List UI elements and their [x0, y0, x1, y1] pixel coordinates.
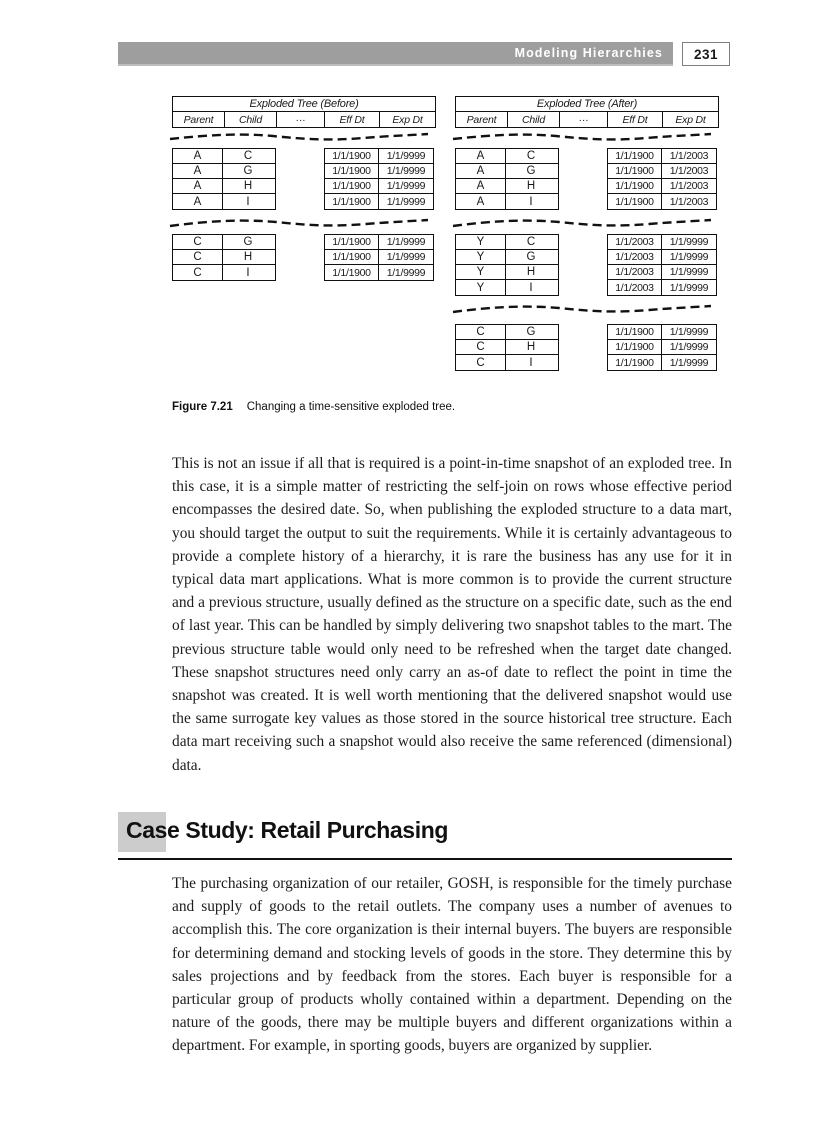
- cell-child: I: [246, 266, 250, 279]
- table-row: [608, 235, 716, 250]
- figure-7-21: [0, 96, 816, 396]
- table-row: [173, 164, 275, 179]
- table-row-group: [172, 148, 434, 210]
- cell-exp-dt: 1/1/9999: [669, 251, 709, 263]
- cell-child: G: [243, 236, 253, 248]
- row-group-dates: [607, 234, 717, 296]
- cell-child: C: [243, 150, 253, 162]
- table-row: [325, 164, 433, 179]
- table-row: [608, 325, 716, 340]
- table-row: [456, 149, 558, 164]
- column-header-parent: Parent: [173, 112, 225, 127]
- table-row: [173, 179, 275, 194]
- cell-exp-dt: 1/1/9999: [669, 236, 709, 248]
- exploded-tree-before-table: [172, 96, 436, 279]
- row-group-keys: [455, 324, 559, 371]
- body-paragraph-2: The purchasing organization of our retailer, GOSH, is responsible for the timely purchase and supply of goods to the retail outlets. The company uses a number of avenues to accomplish this. The core organization is their internal buyers. The buyers are responsible for determining demand and stocking levels of goods in the store. They determine this by sales projections and by feedback from the stores. Each buyer is responsible for a particular group of products wholly contained within a department. Depending on the nature of the goods, there may be multiple buyers and different organizations within a department. For example, in sporting goods, buyers are organized by supplier.: [172, 875, 732, 1055]
- table-row: [456, 164, 558, 179]
- row-group-dates: [607, 324, 717, 371]
- table-row: [608, 250, 716, 265]
- cell-parent: A: [173, 179, 223, 193]
- cell-eff-dt: 1/1/1900: [325, 235, 379, 249]
- wavy-separator: [168, 132, 430, 146]
- column-header-eff-dt: Eff Dt: [608, 112, 663, 127]
- column-header-child: Child: [508, 112, 560, 127]
- table-row: [325, 194, 433, 209]
- cell-exp-dt: 1/1/9999: [386, 195, 426, 208]
- table-title: Exploded Tree (After): [455, 96, 719, 112]
- body-paragraph-1: This is not an issue if all that is required is a point-in-time snapshot of an exploded tree. In this case, it is a simple matter of restricting the self-join on rows whose effective period encompasses the desired date. So, when publishing the exploded structure to a data mart, you should target the output to suit the requirements. While it is certainly advantageous to provide a complete history of a hierarchy, it is rare the business has any use for it in typical data mart applications. What is more common is to provide the current structure and a previous structure, usually defined as the structure on a specific date, such as the end of last year. This can be handled by simply delivering two snapshot tables to the mart. The previous structure table would only need to be refreshed when the target date changed. These snapshot structures need only carry an as-of date to reflect the point in time the snapshot was created. It is well worth mentioning that the delivered snapshot would use the same surrogate key values as those stored in the source historical tree structure. Each data mart receiving such a snapshot would also receive the same referenced (dimensional) data.: [172, 455, 732, 774]
- row-group-dates: [324, 234, 434, 281]
- cell-child: G: [526, 165, 536, 177]
- figure-caption-text: Changing a time-sensitive exploded tree.: [246, 401, 456, 413]
- cell-exp-dt: 1/1/9999: [386, 266, 426, 279]
- cell-eff-dt: 1/1/2003: [608, 265, 662, 279]
- cell-eff-dt: 1/1/1900: [325, 179, 379, 193]
- figure-caption: [172, 401, 455, 413]
- table-row-group: [455, 324, 717, 371]
- row-group-keys: [172, 148, 276, 210]
- cell-eff-dt: 1/1/1900: [608, 340, 662, 354]
- table-row: [456, 280, 558, 295]
- table-row: [456, 265, 558, 280]
- cell-eff-dt: 1/1/1900: [608, 149, 662, 163]
- table-row: [325, 149, 433, 164]
- column-header-parent: Parent: [456, 112, 508, 127]
- cell-parent: C: [173, 265, 223, 280]
- table-row: [456, 340, 558, 355]
- column-header-ellipsis: ···: [560, 112, 608, 127]
- cell-child: G: [526, 251, 536, 263]
- cell-child: I: [246, 195, 250, 208]
- table-row: [325, 235, 433, 250]
- cell-child: H: [526, 341, 536, 353]
- cell-parent: Y: [456, 235, 506, 249]
- column-header-exp-dt: Exp Dt: [392, 113, 423, 126]
- cell-child: I: [529, 356, 533, 369]
- page-number-box: [682, 42, 730, 66]
- cell-parent: A: [173, 164, 223, 178]
- cell-parent: C: [173, 250, 223, 264]
- cell-exp-dt: 1/1/9999: [669, 356, 709, 369]
- table-title: Exploded Tree (Before): [172, 96, 436, 112]
- cell-exp-dt: 1/1/9999: [386, 180, 426, 192]
- cell-child: H: [243, 251, 253, 263]
- table-row: [173, 194, 275, 209]
- table-row: [325, 265, 433, 280]
- section-heading-block: [118, 812, 732, 860]
- table-row-group: [172, 234, 434, 281]
- cell-exp-dt: 1/1/2003: [669, 150, 709, 162]
- cell-eff-dt: 1/1/1900: [608, 179, 662, 193]
- cell-eff-dt: 1/1/2003: [608, 235, 662, 249]
- cell-eff-dt: 1/1/1900: [608, 194, 662, 209]
- cell-parent: A: [173, 149, 223, 163]
- row-group-keys: [455, 148, 559, 210]
- cell-parent: A: [456, 149, 506, 163]
- row-group-dates: [324, 148, 434, 210]
- table-row: [608, 194, 716, 209]
- cell-child: C: [526, 150, 536, 162]
- cell-exp-dt: 1/1/2003: [669, 195, 709, 208]
- cell-parent: C: [456, 355, 506, 370]
- figure-caption-label: Figure 7.21: [172, 401, 233, 413]
- wavy-separator: [451, 132, 713, 146]
- cell-exp-dt: 1/1/9999: [669, 341, 709, 353]
- cell-exp-dt: 1/1/9999: [386, 150, 426, 162]
- row-group-dates: [607, 148, 717, 210]
- section-heading-rule: [118, 858, 732, 860]
- cell-exp-dt: 1/1/9999: [386, 236, 426, 248]
- cell-child: G: [243, 165, 253, 177]
- table-row: [608, 149, 716, 164]
- table-row: [456, 235, 558, 250]
- cell-child: H: [526, 180, 536, 192]
- cell-eff-dt: 1/1/1900: [608, 164, 662, 178]
- table-row: [456, 179, 558, 194]
- table-row: [173, 265, 275, 280]
- cell-eff-dt: 1/1/1900: [325, 164, 379, 178]
- cell-parent: Y: [456, 265, 506, 279]
- cell-child: C: [526, 236, 536, 248]
- cell-exp-dt: 1/1/9999: [669, 266, 709, 278]
- cell-child: G: [526, 326, 536, 338]
- cell-eff-dt: 1/1/1900: [608, 325, 662, 339]
- cell-child: H: [243, 180, 253, 192]
- running-header: [118, 42, 730, 66]
- wavy-separator: [168, 218, 430, 232]
- table-row-group: [455, 148, 717, 210]
- table-row: [173, 250, 275, 265]
- column-header-ellipsis: ···: [277, 112, 325, 127]
- cell-exp-dt: 1/1/9999: [386, 251, 426, 263]
- table-row: [608, 164, 716, 179]
- cell-exp-dt: 1/1/9999: [669, 281, 709, 294]
- row-group-keys: [455, 234, 559, 296]
- table-column-headers: [172, 112, 436, 128]
- column-header-exp-dt: Exp Dt: [675, 113, 706, 126]
- cell-exp-dt: 1/1/2003: [669, 165, 709, 177]
- cell-child: I: [529, 195, 533, 208]
- table-row: [173, 235, 275, 250]
- cell-exp-dt: 1/1/2003: [669, 180, 709, 192]
- section-heading-title: Case Study: Retail Purchasing: [126, 817, 448, 843]
- cell-eff-dt: 1/1/2003: [608, 280, 662, 295]
- cell-eff-dt: 1/1/1900: [325, 149, 379, 163]
- cell-parent: Y: [456, 250, 506, 264]
- table-row: [173, 149, 275, 164]
- table-row: [608, 280, 716, 295]
- table-row: [608, 179, 716, 194]
- table-row: [608, 340, 716, 355]
- page-number: 231: [693, 46, 719, 62]
- cell-child: H: [526, 266, 536, 278]
- cell-parent: Y: [456, 280, 506, 295]
- cell-exp-dt: 1/1/9999: [669, 326, 709, 338]
- running-header-bar: [118, 42, 673, 66]
- cell-eff-dt: 1/1/1900: [325, 194, 379, 209]
- cell-parent: A: [173, 194, 223, 209]
- cell-eff-dt: 1/1/1900: [325, 250, 379, 264]
- table-row: [608, 265, 716, 280]
- cell-eff-dt: 1/1/1900: [608, 355, 662, 370]
- cell-parent: A: [456, 179, 506, 193]
- table-row: [456, 194, 558, 209]
- column-header-eff-dt: Eff Dt: [325, 112, 380, 127]
- table-row: [608, 355, 716, 370]
- table-row: [456, 325, 558, 340]
- cell-child: I: [529, 281, 533, 294]
- cell-exp-dt: 1/1/9999: [386, 165, 426, 177]
- running-header-title: Modeling Hierarchies: [514, 46, 663, 60]
- table-row: [456, 355, 558, 370]
- cell-parent: C: [173, 235, 223, 249]
- row-group-keys: [172, 234, 276, 281]
- cell-parent: A: [456, 164, 506, 178]
- exploded-tree-after-table: [455, 96, 719, 369]
- column-header-child: Child: [225, 112, 277, 127]
- cell-parent: C: [456, 340, 506, 354]
- cell-parent: A: [456, 194, 506, 209]
- cell-eff-dt: 1/1/1900: [325, 265, 379, 280]
- table-row: [325, 179, 433, 194]
- table-row: [325, 250, 433, 265]
- table-row-group: [455, 234, 717, 296]
- cell-eff-dt: 1/1/2003: [608, 250, 662, 264]
- wavy-separator: [451, 218, 713, 232]
- cell-parent: C: [456, 325, 506, 339]
- table-row: [456, 250, 558, 265]
- wavy-separator: [451, 304, 713, 318]
- table-column-headers: [455, 112, 719, 128]
